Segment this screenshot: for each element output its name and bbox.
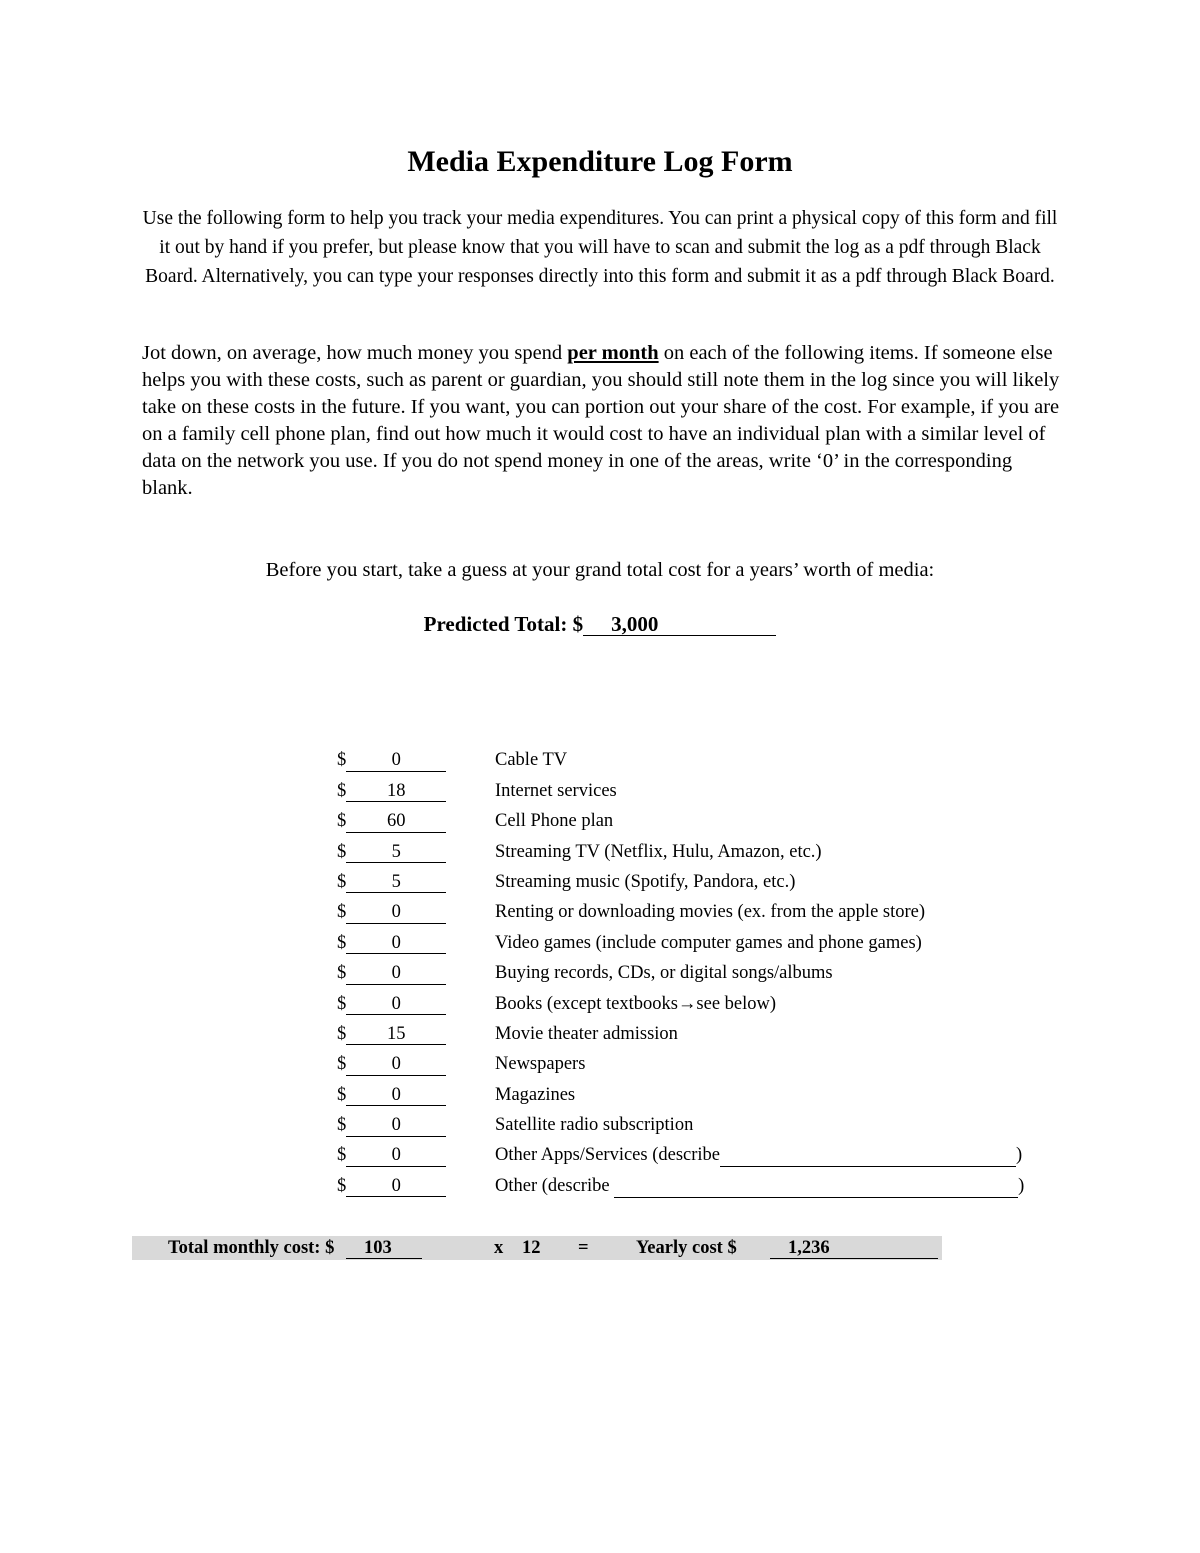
expense-row [337, 864, 1057, 894]
expense-amount [337, 809, 495, 833]
expense-amount [337, 900, 495, 924]
expense-amount [337, 931, 495, 955]
times-sign: x [494, 1238, 504, 1258]
currency-symbol: $ [337, 871, 347, 892]
intro-emphasis: per month [567, 342, 659, 364]
guess-prompt: Before you start, take a guess at your grand total cost for a years’ worth of media: [265, 559, 935, 581]
expense-label-cell [495, 870, 795, 894]
expense-label-cell [495, 900, 925, 924]
expense-row [337, 1167, 1057, 1197]
expense-amount [337, 992, 495, 1016]
expense-label: Other Apps/Services (describe [495, 1145, 721, 1166]
expense-row [337, 985, 1057, 1015]
expense-label-cell [495, 840, 822, 864]
currency-symbol: $ [337, 902, 347, 923]
expense-row [337, 1137, 1057, 1167]
expense-label: Movie theater admission [495, 1023, 678, 1044]
expense-amount-field[interactable]: 0 [346, 1146, 446, 1166]
expense-label: Internet services [495, 780, 617, 801]
currency-symbol: $ [337, 750, 347, 771]
expense-amount-field[interactable]: 5 [346, 843, 446, 863]
expense-label-cell [495, 1022, 678, 1046]
predicted-total-field[interactable]: 3,000 [583, 613, 776, 636]
predicted-total-label: Predicted Total: $ [423, 612, 584, 636]
expense-row [337, 1016, 1057, 1046]
expense-amount-field[interactable]: 0 [346, 751, 446, 771]
currency-symbol: $ [337, 1145, 347, 1166]
expense-amount-field[interactable]: 5 [346, 873, 446, 893]
page-title: Media Expenditure Log Form [407, 145, 793, 178]
equals-sign: = [578, 1238, 589, 1258]
currency-symbol: $ [337, 1175, 347, 1196]
expense-amount [337, 1113, 495, 1137]
expense-label: Magazines [495, 1084, 576, 1105]
expense-label-cell [495, 779, 617, 803]
expense-label-cell [495, 809, 613, 833]
expense-label: Streaming TV (Netflix, Hulu, Amazon, etc.) [495, 841, 822, 862]
yearly-cost-label: Yearly cost $ [636, 1238, 737, 1258]
expense-row [337, 833, 1057, 863]
expense-amount [337, 1143, 495, 1167]
expense-amount-field[interactable]: 0 [346, 1116, 446, 1136]
expense-label: Streaming music (Spotify, Pandora, etc.) [495, 871, 796, 892]
expense-amount-field[interactable]: 0 [346, 1055, 446, 1075]
expense-row [337, 772, 1057, 802]
expense-amount [337, 748, 495, 772]
expense-label-cell [495, 961, 833, 985]
describe-close: ) [1018, 1175, 1025, 1196]
multiplier-value: 12 [522, 1238, 541, 1258]
expense-label-cell [495, 1083, 575, 1107]
yearly-cost-field[interactable]: 1,236 [770, 1239, 938, 1259]
expense-amount [337, 870, 495, 894]
expense-label: Other (describe [495, 1175, 615, 1196]
expense-amount [337, 1083, 495, 1107]
expense-label: Newspapers [495, 1054, 586, 1075]
describe-close: ) [1016, 1145, 1023, 1166]
currency-symbol: $ [337, 993, 347, 1014]
currency-symbol: $ [337, 811, 347, 832]
expense-row [337, 924, 1057, 954]
intro-paragraph [142, 340, 1062, 502]
expense-label-cell [495, 1174, 1024, 1198]
expense-row [337, 894, 1057, 924]
expense-label-cell [495, 1052, 585, 1076]
expense-label-cell [495, 1143, 1022, 1167]
currency-symbol: $ [337, 932, 347, 953]
currency-symbol: $ [337, 1054, 347, 1075]
expense-row [337, 1046, 1057, 1076]
totals-bar [132, 1236, 942, 1260]
expense-amount [337, 840, 495, 864]
instructions-paragraph: Use the following form to help you track your media expenditures. You can print a physical copy of this form and fill it out by hand if you prefer, but please know that you will have to scan and submit the log as a pdf through Black Board. Alternatively, you can type your responses directly into this form and submit it as a pdf through Black Board. [142, 208, 1058, 287]
expense-label-cell [495, 1113, 693, 1137]
currency-symbol: $ [337, 1115, 347, 1136]
expense-label: Satellite radio subscription [495, 1115, 694, 1136]
expense-label: Books (except textbooks→see below) [495, 993, 777, 1014]
expense-amount-field[interactable]: 0 [346, 1086, 446, 1106]
currency-symbol: $ [337, 780, 347, 801]
monthly-cost-label: Total monthly cost: $ [168, 1238, 335, 1258]
intro-text-before: Jot down, on average, how much money you spend [142, 342, 568, 364]
expense-label-cell [495, 992, 776, 1016]
expense-amount-field[interactable]: 0 [346, 995, 446, 1015]
expense-amount-field[interactable]: 0 [346, 934, 446, 954]
expense-amount [337, 1052, 495, 1076]
describe-field[interactable] [614, 1177, 1018, 1198]
expense-label: Video games (include computer games and phone games) [495, 932, 922, 953]
expense-amount-field[interactable]: 0 [346, 964, 446, 984]
predicted-total [0, 609, 1200, 639]
expense-amount-field[interactable]: 0 [346, 1177, 446, 1197]
monthly-cost-field[interactable]: 103 [346, 1239, 422, 1259]
expense-amount [337, 1022, 495, 1046]
expense-amount-field[interactable]: 18 [346, 782, 446, 802]
expense-amount [337, 1174, 495, 1198]
expense-row [337, 803, 1057, 833]
currency-symbol: $ [337, 963, 347, 984]
expense-items-list [337, 742, 1057, 1198]
expense-label-cell [495, 748, 567, 772]
intro-text-after: on each of the following items. If someone else helps you with these costs, such as parent or guardian, you should still note them in the log since you will likely take on these costs in the future. If you want, you can portion out your share of the cost. For example, if you are on a family cell phone plan, find out how much it would cost to have an individual plan with a similar level of data on the network you use. If you do not spend money in one of the areas, write ‘0’ in the corresponding blank. [142, 342, 1060, 499]
expense-label: Cable TV [495, 750, 568, 771]
expense-label-cell [495, 931, 922, 955]
expense-label: Buying records, CDs, or digital songs/albums [495, 963, 833, 984]
expense-amount [337, 961, 495, 985]
expense-amount-field[interactable]: 0 [346, 903, 446, 923]
expense-amount [337, 779, 495, 803]
expense-row [337, 742, 1057, 772]
expense-label: Renting or downloading movies (ex. from the apple store) [495, 902, 926, 923]
expense-row [337, 1107, 1057, 1137]
expense-row [337, 1076, 1057, 1106]
currency-symbol: $ [337, 841, 347, 862]
expense-row [337, 955, 1057, 985]
describe-field[interactable] [720, 1146, 1016, 1167]
expense-amount-field[interactable]: 15 [346, 1025, 446, 1045]
currency-symbol: $ [337, 1023, 347, 1044]
expense-label: Cell Phone plan [495, 811, 614, 832]
currency-symbol: $ [337, 1084, 347, 1105]
expense-amount-field[interactable]: 60 [346, 812, 446, 832]
